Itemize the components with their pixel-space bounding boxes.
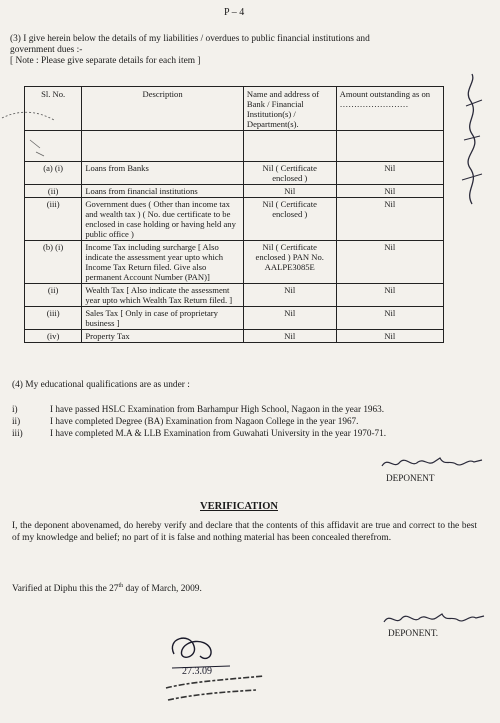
deponent-label-2: DEPONENT. [388,628,439,638]
education-item [12,416,358,426]
table-row [25,330,444,343]
liabilities-intro: (3) I give herein below the details of my liabilities / overdues to public financial institutions and government dues :- [10,34,370,55]
page-number: P – 4 [224,7,245,18]
row-description: Loans from financial institutions [82,185,244,198]
row-bank: Nil [243,284,336,307]
table-row [25,241,444,284]
education-heading: (4) My educational qualifications are as under : [12,380,190,390]
header-amount [336,87,443,131]
header-bank: Name and address of Bank / Financial Institution(s) / Department(s). [243,87,336,131]
row-description: Sales Tax [ Only in case of proprietary business ] [82,307,244,330]
row-amount: Nil [336,162,443,185]
table-row [25,185,444,198]
deponent-signature-2 [380,606,490,630]
row-bank: Nil [243,330,336,343]
row-amount: Nil [336,198,443,241]
row-sl: (ii) [25,284,82,307]
row-amount: Nil [336,330,443,343]
row-amount: Nil [336,284,443,307]
education-item [12,404,384,414]
row-description: Property Tax [82,330,244,343]
table-row [25,162,444,185]
education-item-number: ii) [12,416,21,426]
row-bank: Nil [243,307,336,330]
header-amount-label: Amount outstanding as on [339,89,431,99]
stamp-date: 27.3.09 [182,666,212,677]
verified-sup: th [118,583,124,589]
verified-line [12,583,202,594]
row-description: Loans from Banks [82,162,244,185]
verification-body: I, the deponent abovenamed, do hereby verify and declare that the contents of this affidavit are true and correct to the best of my knowledge and belief; no part of it is false and nothing material has been concealed therefrom. [12,521,477,543]
margin-signature [452,70,492,210]
header-description: Description [82,87,244,131]
education-item-text: I have passed HSLC Examination from Barhampur High School, Nagaon in the year 1963. [50,404,384,414]
deponent-label-1: DEPONENT [386,473,435,483]
header-amount-dots: …………………… [339,99,409,109]
verified-prefix: Varified at Diphu this the 27 [12,584,119,595]
row-amount: Nil [336,307,443,330]
row-sl: (a) (i) [25,162,82,185]
table-row [25,307,444,330]
row-bank: Nil ( Certificate enclosed ) [243,162,336,185]
row-amount: Nil [336,241,443,284]
row-sl: (iii) [25,307,82,330]
header-sl-no: Sl. No. [25,87,82,131]
row-sl: (iv) [25,330,82,343]
row-bank: Nil ( Certificate enclosed ) [243,198,336,241]
liabilities-note: [ Note : Please give separate details for each item ] [10,56,201,66]
row-bank: Nil ( Certificate enclosed ) PAN No. AALPE3085E [243,241,336,284]
row-amount: Nil [336,185,443,198]
education-item-number: i) [12,404,18,414]
row-description: Government dues ( Other than income tax and wealth tax ) ( No. due certificate to be enclosed in case holding or having held any public office ) [82,198,244,241]
table-header-row [25,87,444,131]
row-sl: (ii) [25,185,82,198]
stamp-fragment [0,100,60,160]
table-spacer-row [25,131,444,162]
verification-title: VERIFICATION [200,501,278,512]
liabilities-table [24,86,444,343]
row-description: Wealth Tax [ Also indicate the assessment year upto which Wealth Tax Return filed. ] [82,284,244,307]
row-sl: (iii) [25,198,82,241]
deponent-signature [378,452,488,474]
row-sl: (b) (i) [25,241,82,284]
row-bank: Nil [243,185,336,198]
magistrate-signature-stamp [160,628,270,706]
education-item [12,428,386,438]
table-row [25,198,444,241]
education-item-text: I have completed M.A & LLB Examination from Guwahati University in the year 1970-71. [50,428,387,438]
row-description: Income Tax including surcharge [ Also indicate the assessment year upto which Income Tax Return filed. Give also permanent Account Number (PAN)] [82,241,244,284]
verified-suffix: day of March, 2009. [123,584,202,595]
education-item-number: iii) [12,428,23,438]
education-item-text: I have completed Degree (BA) Examination from Nagaon College in the year 1967. [50,416,359,426]
table-row [25,284,444,307]
